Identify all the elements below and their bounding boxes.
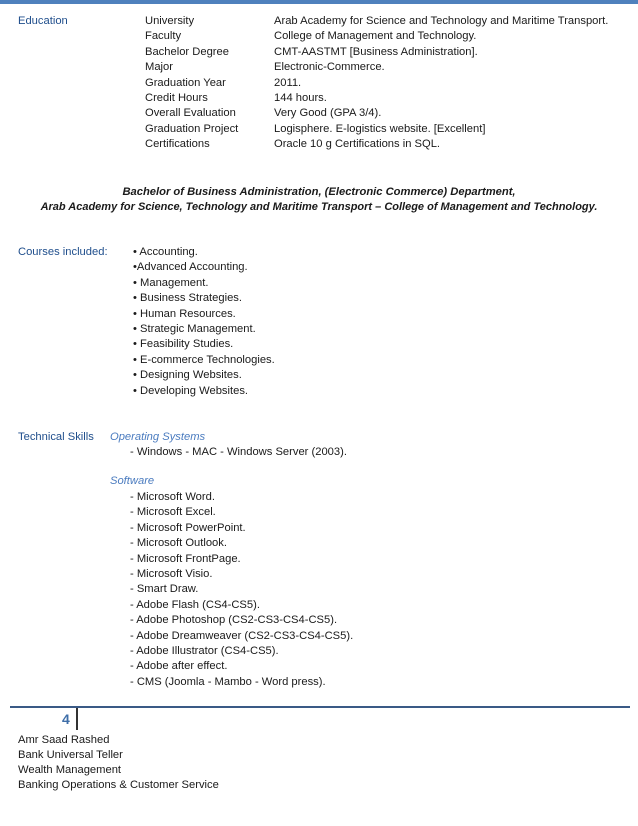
education-label: Education [18,15,68,27]
education-value: Arab Academy for Science and Technology and Maritime Transport. [274,15,609,27]
education-values [274,14,608,153]
footer-line: Wealth Management [18,764,122,776]
top-accent-bar [0,0,638,4]
page-number-divider [76,708,78,730]
footer-line: Banking Operations & Customer Service [18,779,219,791]
list-item: - Microsoft Outlook. [130,537,227,550]
education-value: Electronic-Commerce. [274,61,385,74]
education-key: Bachelor Degree [145,45,229,58]
education-key: Graduation Project [145,122,239,135]
list-item: - Microsoft Visio. [130,567,213,580]
list-item: • E-commerce Technologies. [133,353,275,366]
education-key: Graduation Year [145,76,226,89]
education-key: Certifications [145,138,210,151]
list-item: - Microsoft Word. [130,491,215,503]
os-item: - Windows - MAC - Windows Server (2003). [130,446,347,458]
footer-divider [10,706,630,708]
education-value: Logisphere. E-logistics website. [Excellent] [274,122,486,135]
education-key: Major [145,61,173,74]
page-number: 4 [62,711,70,727]
education-value: 2011. [274,76,302,89]
education-value: Oracle 10 g Certifications in SQL. [274,138,441,151]
education-keys [145,14,238,153]
education-key: Overall Evaluation [145,107,236,120]
list-item: • Developing Websites. [133,384,249,397]
list-item: • Business Strategies. [133,292,243,305]
list-item: - Adobe after effect. [130,660,228,673]
list-item: - Adobe Photoshop (CS2-CS3-CS4-CS5). [130,614,338,627]
list-item: - Microsoft Excel. [130,506,216,519]
list-item: - Adobe Flash (CS4-CS5). [130,598,260,611]
education-value: Very Good (GPA 3/4). [274,107,382,120]
footer-line: Amr Saad Rashed [18,734,110,746]
list-item: • Strategic Management. [133,322,256,335]
list-item: - CMS (Joomla - Mambo - Word press). [130,675,326,688]
list-item: • Human Resources. [133,307,236,320]
operating-systems-heading: Operating Systems [110,431,206,443]
footer-line: Bank Universal Teller [18,749,123,761]
education-key: Faculty [145,30,182,43]
degree-heading-line1: Bachelor of Business Administration, (Electronic Commerce) Department, [122,186,516,198]
courses-label: Courses included: [18,246,108,258]
list-item: - Adobe Illustrator (CS4-CS5). [130,644,279,657]
list-item: - Smart Draw. [130,583,199,596]
education-value: CMT-AASTMT [Business Administration]. [274,45,478,58]
list-item: • Management. [133,276,209,289]
software-heading: Software [110,475,155,487]
list-item: •Advanced Accounting. [133,261,248,274]
degree-heading-line2: Arab Academy for Science, Technology and Maritime Transport – College of Management and Technology. [40,201,598,213]
list-item: • Feasibility Studies. [133,338,234,351]
list-item: - Microsoft PowerPoint. [130,521,246,534]
education-value: College of Management and Technology. [274,30,477,43]
list-item: - Microsoft FrontPage. [130,552,241,565]
education-value: 144 hours. [274,91,327,104]
technical-skills-label: Technical Skills [18,431,94,443]
list-item: - Adobe Dreamweaver (CS2-CS3-CS4-CS5). [130,629,354,642]
education-key: Credit Hours [145,91,208,104]
footer-info [18,733,219,793]
list-item: • Designing Websites. [133,369,242,382]
list-item: • Accounting. [133,246,198,258]
courses-list [133,245,275,399]
education-key: University [145,15,195,27]
software-list [130,490,353,690]
